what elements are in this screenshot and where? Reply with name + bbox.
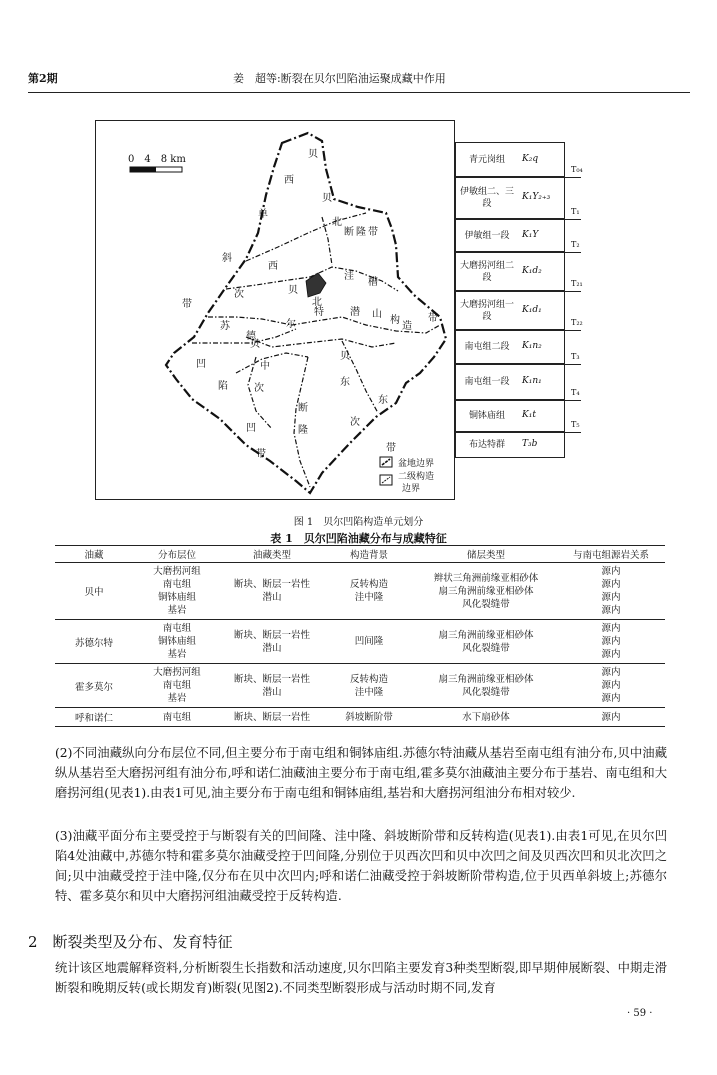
strat-unit: [455, 400, 565, 432]
strat-unit-name: 布达特群: [468, 440, 505, 450]
table-cell-line: 南屯组: [162, 680, 192, 691]
table-cell: [221, 708, 323, 727]
map-label: 西: [284, 175, 294, 186]
seismic-boundary-label: T₂: [571, 240, 580, 249]
table-cell-line: 源内: [601, 680, 621, 691]
table-cell-line: 水下扇砂体: [462, 711, 510, 723]
map-label: 贝: [250, 339, 260, 350]
map-label: 苏: [220, 321, 230, 332]
table-cell-line: 南屯组: [162, 711, 192, 723]
map-label: 贝: [340, 351, 350, 362]
table-cell-line: 扇三角洲前缘亚相砂体: [438, 629, 534, 641]
map-label: 构: [390, 315, 400, 326]
seismic-boundary-label: T₂₁: [571, 279, 583, 288]
strat-unit-name: 伊敏组一段: [464, 230, 510, 241]
seismic-boundary-label: T₀₄: [571, 165, 583, 174]
table-cell: 呼和诺仁: [55, 708, 133, 727]
map-label: 中: [260, 361, 270, 372]
map-label: 断: [298, 403, 308, 414]
table-cell-line: 源内: [601, 711, 621, 723]
boundary-tick: [565, 252, 581, 253]
seismic-boundary-label: T₂₂: [571, 318, 583, 327]
map-label: 次: [234, 289, 244, 300]
table-cell: [557, 708, 665, 727]
table-cell: [133, 563, 221, 620]
running-header: [28, 66, 690, 93]
table-row: [55, 708, 665, 727]
table-row: [55, 563, 665, 620]
table-cell-line: 铜钵庙组: [157, 636, 196, 647]
section-heading: 2 断裂类型及分布、发育特征: [28, 933, 233, 951]
table-cell: [133, 708, 221, 727]
table-cell-line: 源内: [601, 667, 621, 678]
map-label: 洼: [344, 271, 354, 282]
strat-unit-name: 大磨拐河组二段: [459, 260, 514, 283]
table-header: 分布层位: [157, 550, 196, 561]
table-cell-line: 反转构造: [349, 579, 388, 590]
strat-unit-name: 铜钵庙组: [468, 411, 505, 421]
table-cell-line: 大磨拐河组: [153, 566, 201, 577]
table-header: 油藏类型: [252, 550, 291, 561]
table-cell-line: 源内: [601, 623, 621, 634]
table-cell: [221, 563, 323, 620]
strat-unit-code: K₁Y: [522, 229, 539, 240]
table-header: 构造背景: [349, 550, 388, 561]
table-cell-line: 基岩: [167, 605, 187, 616]
table-cell: [323, 620, 415, 664]
map-label: 贝: [322, 193, 332, 204]
strat-unit-code: K₁d₂: [522, 265, 542, 276]
structural-map-figure: [95, 120, 455, 500]
table-cell-line: 洼中隆: [354, 592, 384, 603]
table-header: 与南屯组源岩关系: [572, 550, 649, 561]
table-cell: [221, 664, 323, 708]
strat-unit-name: 伊敏组二、三段: [459, 187, 514, 209]
page-number: · 59 ·: [627, 1008, 653, 1019]
map-label: 潜: [350, 307, 360, 318]
map-label: 陷: [218, 381, 228, 392]
strat-unit-name: 南屯组一段: [464, 377, 510, 387]
table-cell: [323, 708, 415, 727]
table-cell: [557, 563, 665, 620]
map-label: 北: [312, 297, 322, 308]
map-label: 德: [246, 331, 256, 342]
table-row: [55, 620, 665, 664]
scale-label: 0 4 8 km: [128, 154, 186, 165]
figure-caption: 图 1 贝尔凹陷构造单元划分: [293, 517, 424, 528]
table-cell: [415, 664, 557, 708]
table-header: 油藏: [84, 550, 104, 561]
table-cell-line: 断块、断层一岩性: [233, 673, 310, 685]
boundary-tick: [565, 330, 581, 331]
strat-unit: [455, 364, 565, 400]
table-cell-line: 源内: [601, 579, 621, 590]
table-cell-line: 风化裂缝带: [462, 598, 510, 610]
map-label: 山: [372, 309, 382, 320]
oil-field-marker: [306, 273, 326, 297]
map-label: 带: [256, 449, 266, 460]
table-cell-line: 断块、断层一岩性: [233, 629, 310, 641]
map-label: 带: [428, 313, 438, 324]
strat-unit: [455, 177, 565, 219]
table-cell: [557, 664, 665, 708]
table-cell: 苏德尔特: [55, 620, 133, 664]
legend-label-secondary-2: 边界: [402, 484, 421, 494]
paragraph: (2)不同油藏纵向分布层位不同,但主要分布于南屯组和铜钵庙组.苏德尔特油藏从基岩至南屯组有油分布,贝中油藏纵从基岩至大磨拐河组有油分布,呼和诺仁油藏油主要分布于南屯组,霍多莫尔油藏油主要分布于基岩、南屯组和大磨拐河组(见表1).由表1可见,油主要分布于南屯组和铜钵庙组,基岩和大磨拐河组油分布相对较少.: [55, 746, 667, 800]
table-cell-line: 断块、断层一岩性: [233, 711, 310, 723]
table-cell-line: 源内: [601, 636, 621, 647]
table-cell: [415, 563, 557, 620]
map-label: 斜: [222, 253, 232, 264]
map-label: 单: [258, 209, 268, 220]
seismic-boundary-label: T₃: [571, 352, 580, 361]
strat-unit-code: T₃b: [522, 439, 538, 449]
seismic-boundary-label: T₅: [571, 420, 580, 429]
strat-unit: [455, 330, 565, 364]
map-label: 次: [350, 417, 360, 428]
strat-unit-code: K₁t: [522, 410, 536, 420]
strat-unit: [455, 219, 565, 252]
boundary-tick: [565, 219, 581, 220]
strat-unit: [455, 432, 565, 458]
strat-unit: [455, 291, 565, 330]
table-cell-line: 风化裂缝带: [462, 642, 510, 654]
map-label: 北: [332, 217, 342, 228]
table-header-row: [55, 546, 665, 563]
strat-unit: [455, 252, 565, 291]
table-cell-line: 南屯组: [162, 623, 192, 634]
map-label: 隆: [298, 425, 308, 436]
table-cell-line: 辫状三角洲前缘亚相砂体: [433, 572, 539, 584]
boundary-tick: [565, 432, 581, 433]
table-cell-line: 南屯组: [162, 579, 192, 590]
table-cell: [323, 664, 415, 708]
map-label: 贝: [308, 149, 318, 160]
map-labels: [182, 148, 438, 460]
boundary-tick: [565, 177, 581, 178]
map-label: 带: [182, 299, 192, 310]
table-body: [55, 563, 665, 727]
table-cell: [133, 620, 221, 664]
table-row: [55, 664, 665, 708]
map-label: 断: [344, 227, 354, 238]
legend-line-secondary: [382, 477, 390, 483]
table-cell-line: 大磨拐河组: [153, 667, 201, 678]
table-cell-line: 反转构造: [349, 673, 388, 685]
journal-issue: 第2期: [28, 72, 58, 85]
map-label: 特: [314, 307, 324, 318]
map-label: 西: [268, 261, 278, 272]
legend-line-basin: [382, 459, 390, 465]
map-label: 贝: [288, 285, 298, 296]
table-cell-line: 基岩: [167, 693, 187, 704]
strat-unit-code: K₁n₂: [522, 341, 542, 351]
legend-label-secondary-1: 二级构造: [398, 472, 435, 482]
map-label: 槽: [368, 277, 378, 288]
table-cell: [415, 620, 557, 664]
strat-unit-code: K₁n₁: [522, 376, 542, 386]
map-label: 造: [402, 321, 412, 332]
table-cell-line: 源内: [601, 649, 621, 660]
structural-map: [96, 121, 456, 501]
table-header: 储层类型: [466, 550, 505, 561]
table-cell-line: 潜山: [262, 686, 282, 698]
map-label: 带: [386, 443, 396, 454]
table-cell-line: 源内: [601, 693, 621, 704]
map-label: 东: [340, 377, 350, 388]
table-caption: 表 1 贝尔凹陷油藏分布与成藏特征: [270, 532, 447, 545]
table-cell: [557, 620, 665, 664]
table-cell: 霍多莫尔: [55, 664, 133, 708]
boundary-tick: [565, 400, 581, 401]
table-cell-line: 扇三角洲前缘亚相砂体: [438, 673, 534, 685]
table-cell-line: 源内: [601, 592, 621, 603]
map-label: 隆: [356, 227, 366, 238]
running-title: 姜 超等:断裂在贝尔凹陷油运聚成藏中作用: [233, 72, 446, 85]
table-cell-line: 潜山: [262, 642, 282, 654]
table-cell-line: 洼中隆: [354, 686, 384, 698]
table-cell: [415, 708, 557, 727]
boundary-tick: [565, 291, 581, 292]
table-cell: [221, 620, 323, 664]
table-cell-line: 基岩: [167, 649, 187, 660]
map-label: 尔: [286, 319, 296, 330]
basin-boundary: [166, 133, 446, 493]
map-label: 带: [368, 227, 378, 238]
strat-unit-code: K₁Y₂₊₃: [522, 192, 551, 202]
table-cell-line: 源内: [601, 566, 621, 577]
table-cell: 贝中: [55, 563, 133, 620]
table-cell-line: 潜山: [262, 592, 282, 603]
paragraph: 统计该区地震解释资料,分析断裂生长指数和活动速度,贝尔凹陷主要发育3种类型断裂,即早期伸展断裂、中期走滑断裂和晚期反转(或长期发育)断裂(见图2).不同类型断裂形成与活动时期不同,发育: [55, 961, 667, 995]
map-label: 次: [254, 383, 264, 394]
legend-label-basin: 盆地边界: [398, 459, 435, 469]
paragraph: (3)油藏平面分布主要受控于与断裂有关的凹间隆、洼中隆、斜坡断阶带和反转构造(见表1).由表1可见,在贝尔凹陷4处油藏中,苏德尔特和霍多莫尔油藏受控于凹间隆,分别位于贝西次凹和贝中次凹之间及贝西次凹和贝北次凹之间;贝中油藏受控于洼中隆,仅分布在贝中次凹内;呼和诺仁油藏受控于斜坡断阶带构造,位于贝西单斜坡上;苏德尔特、霍多莫尔和贝中大磨拐河组油藏受控于反转构造.: [55, 829, 667, 903]
strat-unit: [455, 142, 565, 177]
table-cell: [323, 563, 415, 620]
table-cell-line: 断块、断层一岩性: [233, 579, 310, 590]
boundary-tick: [565, 364, 581, 365]
table-cell-line: 风化裂缝带: [462, 686, 510, 698]
map-label: 凹: [246, 423, 256, 434]
stratigraphic-column: [455, 142, 583, 458]
seismic-boundary-label: T₄: [571, 388, 580, 397]
table-cell-line: 斜坡断阶带: [345, 711, 393, 723]
map-legend: [380, 457, 434, 494]
strat-unit-code: K₁d₁: [522, 304, 542, 315]
table-cell-line: 铜钵庙组: [157, 592, 196, 603]
strat-unit-name: 青元岗组: [468, 154, 505, 165]
map-label: 凹: [196, 359, 206, 370]
strat-unit-name: 南屯组二段: [464, 342, 510, 352]
table-cell-line: 凹间隆: [354, 636, 384, 647]
strat-unit-name: 大磨拐河组一段: [459, 299, 514, 322]
table-cell-line: 源内: [601, 605, 621, 616]
table-cell-line: 扇三角洲前缘亚相砂体: [438, 585, 534, 597]
scale-bar: [128, 154, 186, 172]
map-label: 东: [378, 395, 388, 406]
table-cell: [133, 664, 221, 708]
reservoir-table: [55, 545, 665, 727]
seismic-boundary-label: T₁: [571, 207, 580, 216]
strat-unit-code: K₂q: [522, 153, 539, 164]
